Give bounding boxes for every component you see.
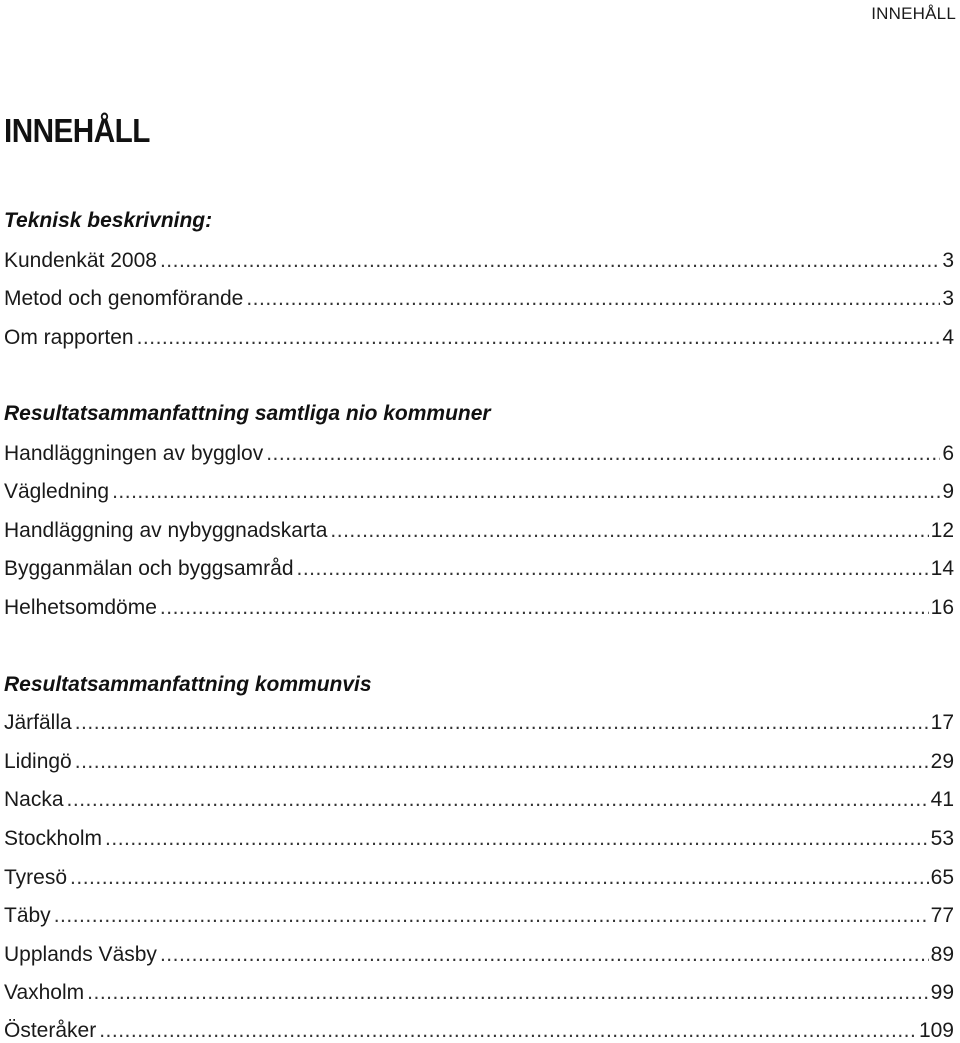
toc-entry-page: 41 — [930, 788, 954, 811]
dot-leader — [160, 249, 940, 273]
toc-entry[interactable] — [4, 827, 954, 851]
toc-entry-label: Handläggning av nybyggnadskarta — [4, 519, 328, 542]
toc-entry-label: Stockholm — [4, 827, 103, 850]
toc-entry[interactable] — [4, 287, 954, 311]
toc-entry-page: 3 — [942, 287, 954, 310]
page-title: INNEHÅLL — [4, 112, 150, 149]
dot-leader — [137, 326, 941, 350]
toc-entry-page: 9 — [942, 480, 954, 503]
toc-entry-page: 77 — [930, 904, 954, 927]
dot-leader — [75, 711, 929, 735]
running-header: INNEHÅLL — [871, 4, 956, 23]
toc-entry-label: Järfälla — [4, 711, 72, 734]
toc-entry-page: 65 — [930, 866, 954, 889]
toc-entry[interactable] — [4, 480, 954, 504]
toc-entry[interactable] — [4, 519, 954, 543]
toc-entry-page: 14 — [930, 557, 954, 580]
dot-leader — [87, 981, 928, 1005]
toc-entry-page: 12 — [930, 519, 954, 542]
dot-leader — [99, 1019, 917, 1043]
toc-entry-page: 4 — [942, 326, 954, 349]
toc-entry-page: 109 — [918, 1019, 954, 1042]
toc-entry[interactable] — [4, 249, 954, 273]
toc-entry-page: 3 — [942, 249, 954, 272]
toc-entry-page: 89 — [930, 943, 954, 966]
toc-entry[interactable] — [4, 750, 954, 774]
toc-entry[interactable] — [4, 981, 954, 1005]
toc-entry-label: Upplands Väsby — [4, 943, 157, 966]
dot-leader — [160, 943, 929, 967]
toc-entry-page: 53 — [930, 827, 954, 850]
toc-entry-label: Handläggningen av bygglov — [4, 442, 264, 465]
toc-entry[interactable] — [4, 788, 954, 812]
toc-entry-page: 16 — [930, 596, 954, 619]
dot-leader — [266, 442, 940, 466]
toc-entry[interactable] — [4, 1019, 954, 1043]
toc-entry-label: Lidingö — [4, 750, 72, 773]
toc-entry-page: 6 — [942, 442, 954, 465]
toc-entry[interactable] — [4, 326, 954, 350]
dot-leader — [330, 519, 928, 543]
toc-entry-label: Helhetsomdöme — [4, 596, 157, 619]
toc-entry-page: 29 — [930, 750, 954, 773]
dot-leader — [54, 904, 929, 928]
dot-leader — [246, 287, 940, 311]
dot-leader — [70, 866, 929, 890]
dot-leader — [75, 750, 929, 774]
dot-leader — [105, 827, 929, 851]
dot-leader — [112, 480, 940, 504]
toc-entry[interactable] — [4, 711, 954, 735]
dot-leader — [160, 596, 929, 620]
toc-entry-label: Täby — [4, 904, 51, 927]
toc-entry[interactable] — [4, 442, 954, 466]
toc-entry-label: Bygganmälan och byggsamråd — [4, 557, 294, 580]
toc-entry-page: 17 — [930, 711, 954, 734]
toc-entry-label: Kundenkät 2008 — [4, 249, 157, 272]
toc-entry-label: Vaxholm — [4, 981, 85, 1004]
toc-entry[interactable] — [4, 943, 954, 967]
dot-leader — [297, 557, 929, 581]
toc-entry-page: 99 — [930, 981, 954, 1004]
toc-entry[interactable] — [4, 557, 954, 581]
toc-entry-label: Tyresö — [4, 866, 68, 889]
toc-entry-label: Vägledning — [4, 480, 110, 503]
dot-leader — [67, 788, 929, 812]
toc-entry-label: Metod och genomförande — [4, 287, 244, 310]
toc-entry-label: Om rapporten — [4, 326, 134, 349]
section-heading-kommunvis: Resultatsammanfattning kommunvis — [4, 673, 372, 696]
section-heading-teknisk-beskrivning: Teknisk beskrivning: — [4, 209, 213, 232]
toc-entry[interactable] — [4, 904, 954, 928]
toc-entry-label: Nacka — [4, 788, 64, 811]
toc-entry-label: Österåker — [4, 1019, 97, 1042]
toc-entry[interactable] — [4, 596, 954, 620]
section-heading-samtliga-kommuner: Resultatsammanfattning samtliga nio kommuner — [4, 402, 491, 425]
toc-entry[interactable] — [4, 866, 954, 890]
